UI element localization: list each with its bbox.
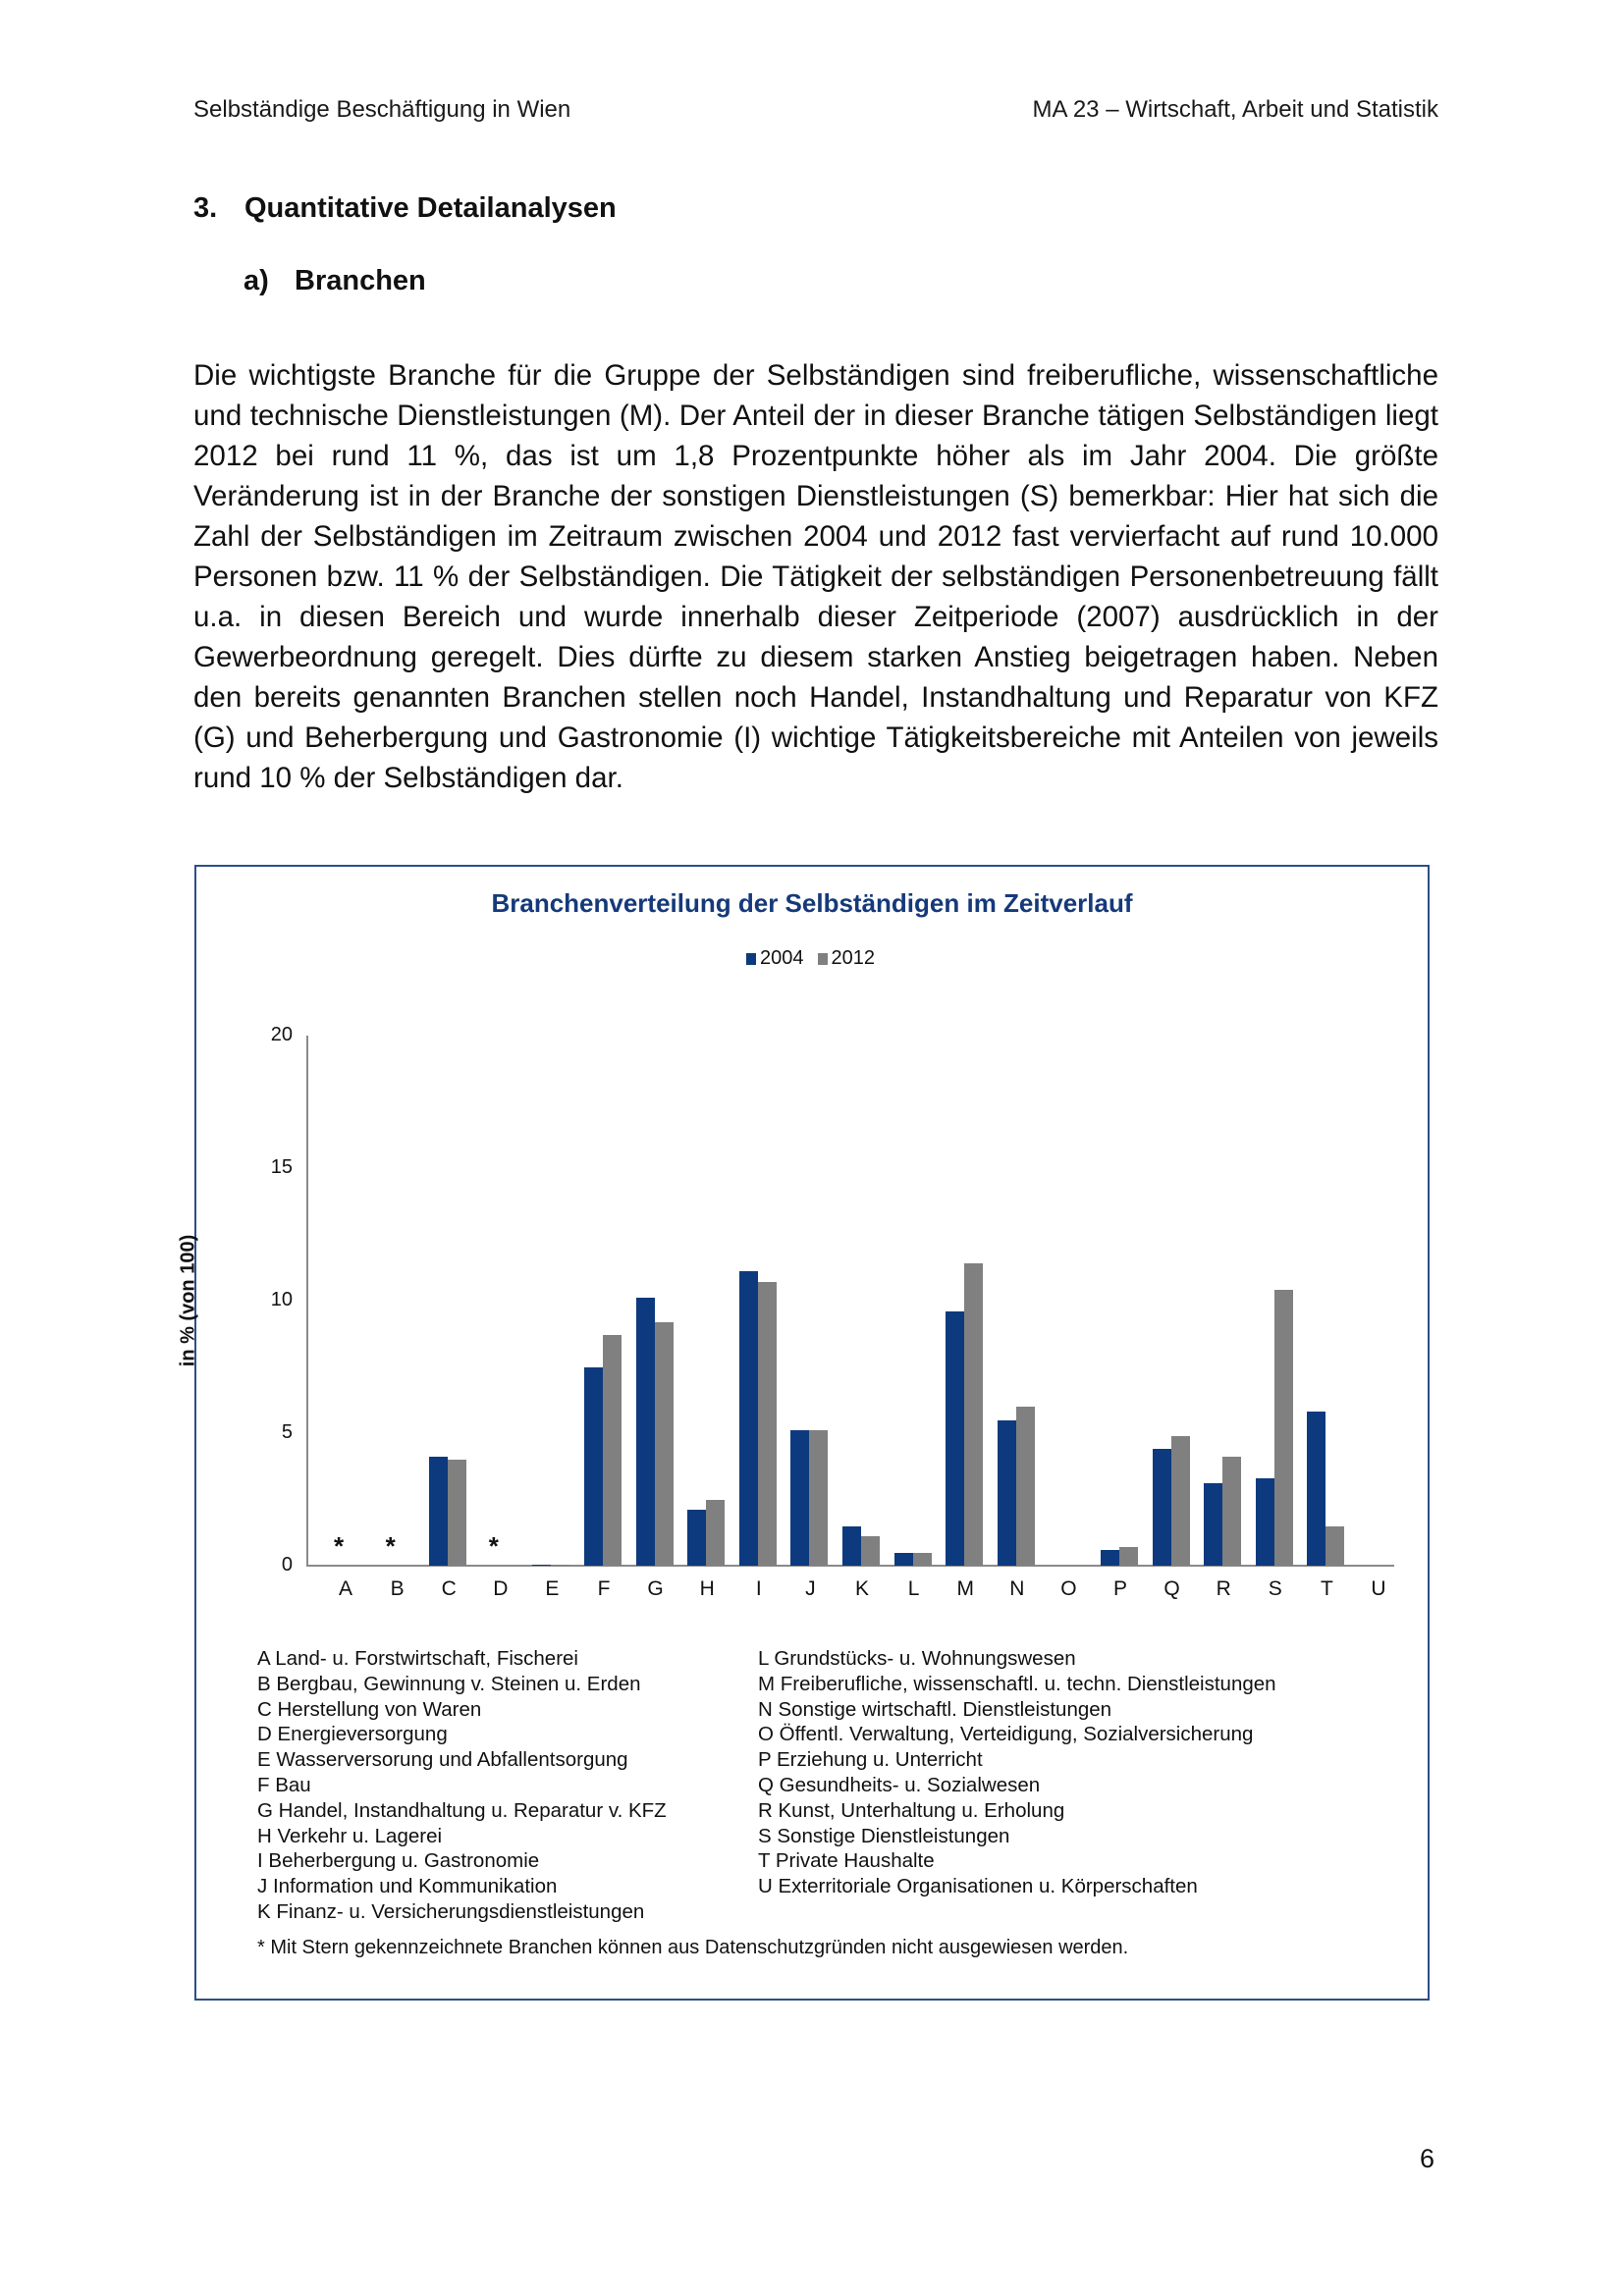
x-tick-label: P	[1112, 1577, 1127, 1600]
bar-group-T	[1301, 1036, 1352, 1600]
category-key-item: N Sonstige wirtschaftl. Dienstleistungen	[758, 1697, 1112, 1721]
category-key-item: T Private Haushalte	[758, 1849, 935, 1873]
category-key-item: F Bau	[257, 1773, 311, 1796]
x-tick-label: S	[1268, 1577, 1282, 1600]
section-heading	[193, 192, 617, 225]
legend-label-2012: 2012	[831, 947, 875, 969]
bar-group-I	[733, 1036, 784, 1600]
x-tick-label: N	[1009, 1577, 1025, 1600]
legend-swatch-2012	[818, 953, 828, 965]
bar-P-2012	[1119, 1547, 1138, 1566]
bar-T-2012	[1325, 1526, 1344, 1567]
bar-S-2004	[1256, 1478, 1274, 1566]
category-key-item: G Handel, Instandhaltung u. Reparatur v. KFZ	[257, 1798, 667, 1822]
x-tick-label: I	[755, 1577, 762, 1600]
bar-group-U	[1353, 1036, 1404, 1600]
subsection-title: Branchen	[295, 265, 426, 296]
x-tick-label: G	[647, 1577, 664, 1600]
category-key-item: L Grundstücks- u. Wohnungswesen	[758, 1647, 1076, 1670]
bar-group-P	[1095, 1036, 1146, 1600]
bar-C-2004	[429, 1457, 448, 1566]
running-header-department: MA 23 – Wirtschaft, Arbeit und Statistik	[1032, 96, 1438, 123]
category-key-item: K Finanz- u. Versicherungsdienstleistungen	[257, 1899, 645, 1923]
x-tick-label: F	[597, 1577, 611, 1600]
bar-K-2012	[861, 1536, 880, 1566]
bar-group-S	[1250, 1036, 1301, 1600]
bar-group-Q	[1147, 1036, 1198, 1600]
x-tick-label: T	[1320, 1577, 1333, 1600]
bar-group-B	[372, 1036, 423, 1600]
bar-G-2004	[636, 1298, 655, 1566]
category-key-item: C Herstellung von Waren	[257, 1697, 482, 1721]
category-key-item: M Freiberufliche, wissenschaftl. u. techn. Dienstleistungen	[758, 1672, 1276, 1695]
bar-group-E	[526, 1036, 577, 1600]
x-tick-label: Q	[1163, 1577, 1180, 1600]
bar-H-2012	[706, 1500, 725, 1567]
bar-J-2004	[790, 1430, 809, 1566]
bar-E-2012	[551, 1565, 569, 1566]
page-number: 6	[1419, 2144, 1434, 2173]
legend-item-2004	[746, 947, 804, 970]
bar-F-2004	[584, 1367, 603, 1567]
y-tick-label: 10	[270, 1289, 293, 1310]
bar-P-2004	[1101, 1550, 1119, 1566]
category-key-item: P Erziehung u. Unterricht	[758, 1748, 983, 1772]
bar-N-2012	[1016, 1407, 1035, 1566]
legend-item-2012	[818, 947, 876, 970]
chart-legend	[746, 947, 875, 970]
y-tick-label: 20	[270, 1024, 293, 1045]
bar-Q-2004	[1153, 1449, 1171, 1566]
section-title: Quantitative Detailanalysen	[244, 192, 617, 224]
chart-frame	[177, 865, 1430, 2001]
suppressed-marker: *	[334, 1531, 345, 1561]
x-tick-label: E	[545, 1577, 560, 1600]
bar-Q-2012	[1171, 1436, 1190, 1566]
bar-group-R	[1198, 1036, 1249, 1600]
bar-L-2004	[894, 1553, 913, 1567]
x-tick-label: O	[1060, 1577, 1077, 1600]
x-tick-label: M	[956, 1577, 974, 1600]
y-axis-label: in % (von 100)	[177, 1234, 199, 1367]
bar-group-N	[992, 1036, 1043, 1600]
bar-group-J	[784, 1036, 836, 1600]
y-tick-label: 0	[281, 1554, 293, 1575]
running-header-title: Selbständige Beschäftigung in Wien	[193, 96, 571, 123]
category-key-item: D Energieversorgung	[257, 1723, 448, 1746]
bar-F-2012	[603, 1335, 622, 1566]
bar-I-2004	[739, 1271, 758, 1566]
bar-H-2004	[687, 1510, 706, 1566]
x-tick-label: D	[493, 1577, 509, 1600]
chart-title: Branchenverteilung der Selbständigen im Zeitverlauf	[491, 888, 1133, 918]
x-tick-label: L	[907, 1577, 920, 1600]
y-axis	[306, 1036, 308, 1566]
body-paragraph: Die wichtigste Branche für die Gruppe der Selbständigen sind freiberufliche, wissenschaftliche und technische Dienstleistungen (M). Der Anteil der in dieser Branche tätigen Selbständigen liegt 2012 bei rund 11 %, das ist um 1,8 Prozentpunkte höher als im Jahr 2004. Die größte Veränderung ist in der Branche der sonstigen Dienstleistungen (S) bemerkbar: Hier hat sich die Zahl der Selbständigen im Zeitraum zwischen 2004 und 2012 fast vervierfacht auf rund 10.000 Personen bzw. 11 % der Selbständigen. Die Tätigkeit der selbständigen Personenbetreuung fällt u.a. in diesen Bereich und wurde innerhalb dieser Zeitperiode (2007) ausdrücklich in der Gewerbeordnung geregelt. Dies dürfte zu diesem starken Anstieg beigetragen haben. Neben den bereits genannten Branchen stellen noch Handel, Instandhaltung und Reparatur von KFZ (G) und Beherbergung und Gastronomie (I) wichtige Tätigkeitsbereiche mit Anteilen von jeweils rund 10 % der Selbständigen dar.	[193, 359, 1438, 794]
suppressed-marker: *	[488, 1531, 499, 1561]
y-tick-label: 15	[270, 1156, 293, 1178]
x-tick-label: A	[338, 1577, 352, 1600]
subsection-heading	[243, 265, 426, 297]
category-key-item: U Exterritoriale Organisationen u. Körperschaften	[758, 1875, 1198, 1898]
bar-R-2004	[1204, 1483, 1222, 1566]
bar-N-2004	[998, 1420, 1016, 1567]
suppressed-marker: *	[385, 1531, 396, 1561]
bar-T-2004	[1307, 1412, 1325, 1566]
bar-group-K	[837, 1036, 888, 1600]
x-tick-label: B	[390, 1577, 405, 1600]
bar-I-2012	[758, 1282, 777, 1566]
category-key-item: J Information und Kommunikation	[257, 1875, 558, 1898]
x-tick-label: K	[854, 1577, 869, 1600]
bar-group-M	[940, 1036, 991, 1600]
category-key-item: O Öffentl. Verwaltung, Verteidigung, Sozialversicherung	[758, 1723, 1254, 1746]
x-tick-label: H	[699, 1577, 715, 1600]
bar-group-A	[320, 1036, 371, 1600]
x-tick-label: J	[805, 1577, 816, 1600]
bar-K-2004	[842, 1526, 861, 1567]
bar-group-F	[578, 1036, 629, 1600]
bar-S-2012	[1274, 1290, 1293, 1566]
bar-E-2004	[532, 1565, 551, 1566]
category-key-item: E Wasserversorung und Abfallentsorgung	[257, 1748, 628, 1772]
bar-group-L	[889, 1036, 940, 1600]
x-tick-label: U	[1371, 1577, 1386, 1600]
bar-group-C	[423, 1036, 474, 1600]
chart-footnote: * Mit Stern gekennzeichnete Branchen können aus Datenschutzgründen nicht ausgewiesen werden.	[257, 1937, 1129, 1958]
bar-group-G	[630, 1036, 681, 1600]
bar-G-2012	[655, 1322, 674, 1566]
category-key-item: B Bergbau, Gewinnung v. Steinen u. Erden	[257, 1672, 641, 1695]
section-number: 3.	[193, 192, 218, 224]
bar-J-2012	[809, 1430, 828, 1566]
bar-group-O	[1043, 1036, 1094, 1600]
plot-area	[177, 1024, 1394, 1600]
bar-group-D	[475, 1036, 526, 1600]
legend-swatch-2004	[746, 953, 756, 965]
category-key-item: R Kunst, Unterhaltung u. Erholung	[758, 1798, 1065, 1822]
category-key-right-column	[758, 1646, 1276, 1899]
category-key-item: S Sonstige Dienstleistungen	[758, 1824, 1010, 1847]
bar-M-2004	[946, 1311, 964, 1566]
bar-C-2012	[448, 1460, 466, 1566]
bar-M-2012	[964, 1263, 983, 1566]
category-key-item: I Beherbergung u. Gastronomie	[257, 1849, 540, 1873]
y-tick-label: 5	[281, 1421, 293, 1443]
category-key-item: A Land- u. Forstwirtschaft, Fischerei	[257, 1647, 578, 1670]
bar-L-2012	[913, 1553, 932, 1567]
legend-label-2004: 2004	[760, 947, 804, 969]
bar-group-H	[681, 1036, 732, 1600]
subsection-number: a)	[243, 265, 269, 296]
x-tick-label: C	[441, 1577, 457, 1600]
x-tick-label: R	[1216, 1577, 1231, 1600]
category-key-item: H Verkehr u. Lagerei	[257, 1824, 443, 1847]
bar-R-2012	[1222, 1457, 1241, 1566]
category-key-item: Q Gesundheits- u. Sozialwesen	[758, 1773, 1041, 1796]
category-key-left-column	[257, 1646, 667, 1925]
